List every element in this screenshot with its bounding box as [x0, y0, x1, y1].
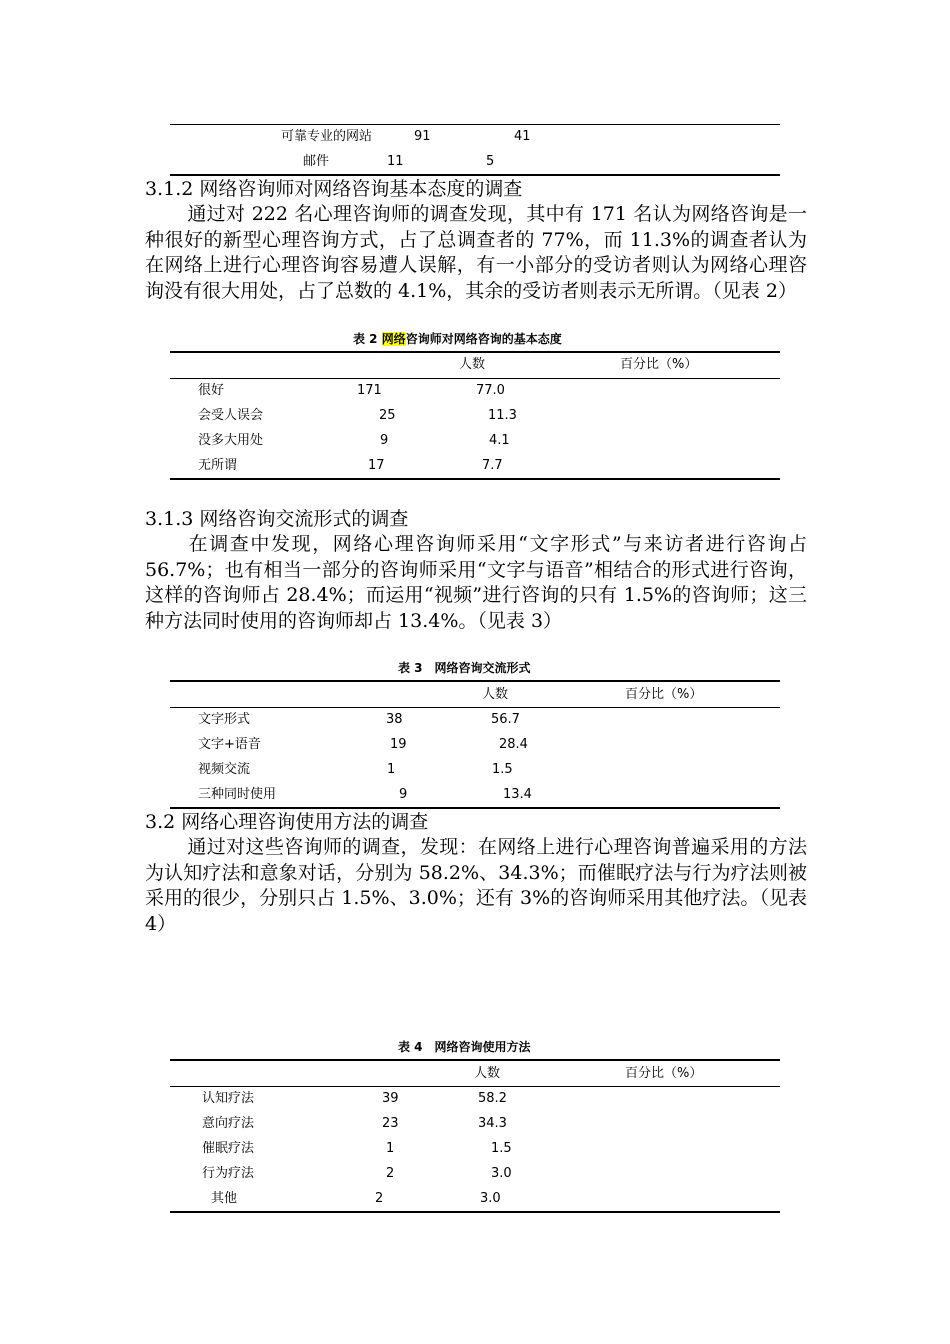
table4-caption: 表 4 网络咨询使用方法 [398, 1040, 531, 1054]
table2-row-count: 9 [380, 433, 389, 448]
table4-row-count: 1 [386, 1141, 395, 1156]
table4-row-percent: 58.2 [478, 1091, 507, 1106]
table2-row-count: 25 [379, 408, 396, 423]
table2-row-count: 171 [357, 383, 382, 398]
table2-row-label: 会受人误会 [198, 408, 264, 423]
table3-header-rule [170, 707, 780, 708]
table2-row-percent: 4.1 [489, 433, 510, 448]
table3-header-count: 人数 [482, 687, 509, 702]
table1-top-rule [170, 124, 780, 125]
table4-row-label: 其他 [211, 1191, 238, 1206]
section-313-heading: 3.1.3 网络咨询交流形式的调查 [145, 508, 409, 530]
table1-row-count: 91 [414, 129, 431, 144]
table1-bottom-rule [170, 174, 780, 176]
table4-header-percent: 百分比（%） [625, 1066, 703, 1081]
table3-row-percent: 28.4 [499, 737, 528, 752]
table3-row-label: 三种同时使用 [198, 787, 277, 802]
section-32-paragraph [145, 835, 807, 937]
table4-row-count: 39 [382, 1091, 399, 1106]
table2-header-rule [170, 378, 780, 379]
table2-row-percent: 77.0 [476, 383, 505, 398]
table1-row-label: 邮件 [303, 154, 330, 169]
section-313-paragraph-text: 在调查中发现，网络心理咨询师采用“文字形式”与来访者进行咨询占 56.7%；也有相当一部分的咨询师采用“文字与语音”相结合的形式进行咨询，这样的咨询师占 28.4%；而运用“视频”进行咨询的只有 1.5%的咨询师；这三种方法同时使用的咨询师却占 13.4%。（见表 3） [145, 533, 807, 632]
table3-row-percent: 13.4 [503, 787, 532, 802]
table2-caption-prefix: 表 2 [353, 332, 378, 346]
section-32-heading: 3.2 网络心理咨询使用方法的调查 [145, 811, 429, 833]
table4-row-percent: 3.0 [480, 1191, 501, 1206]
table2-row-label: 很好 [198, 383, 225, 398]
section-313-paragraph [145, 532, 807, 634]
table4-row-label: 行为疗法 [202, 1166, 255, 1181]
section-32-paragraph-text: 通过对这些咨询师的调查，发现：在网络上进行心理咨询普遍采用的方法为认知疗法和意象对话，分别为 58.2%、34.3%；而催眠疗法与行为疗法则被采用的很少，分别只占 1.5%、3.0%；还有 3%的咨询师采用其他疗法。（见表 4） [145, 836, 807, 935]
section-312-paragraph-text: 通过对 222 名心理咨询师的调查发现，其中有 171 名认为网络咨询是一种很好的新型心理咨询方式，占了总调查者的 77%，而 11.3%的调查者认为在网络上进行心理咨询容易遭人误解，有一小部分的受访者则认为网络心理咨询没有很大用处，占了总数的 4.1%，其余的受访者则表示无所谓。（见表 2） [145, 203, 807, 302]
table2-row-percent: 11.3 [488, 408, 517, 423]
table4-row-percent: 3.0 [491, 1166, 512, 1181]
section-312-heading: 3.1.2 网络咨询师对网络咨询基本态度的调查 [145, 178, 523, 200]
table2-row-count: 17 [368, 458, 385, 473]
table4-bottom-rule [170, 1211, 780, 1213]
table3-row-percent: 56.7 [491, 712, 520, 727]
table2-caption-highlight: 网络 [381, 332, 406, 346]
table3-header-percent: 百分比（%） [625, 687, 703, 702]
table3-row-label: 文字形式 [198, 712, 251, 727]
table3-caption: 表 3 网络咨询交流形式 [398, 661, 531, 675]
table3-row-count: 38 [386, 712, 403, 727]
table2-header-count: 人数 [459, 357, 486, 372]
table4-row-count: 2 [386, 1166, 395, 1181]
table2-row-label: 无所谓 [198, 458, 238, 473]
table3-row-percent: 1.5 [492, 762, 513, 777]
table2-top-rule [170, 351, 780, 353]
table3-row-label: 文字+语音 [198, 737, 261, 752]
table3-row-count: 1 [387, 762, 396, 777]
table4-row-count: 23 [382, 1116, 399, 1131]
table1-row-label: 可靠专业的网站 [281, 129, 373, 144]
table4-row-label: 意向疗法 [202, 1116, 255, 1131]
table2-caption [353, 331, 562, 347]
table3-row-count: 9 [399, 787, 408, 802]
table2-row-label: 没多大用处 [198, 433, 264, 448]
table2-row-percent: 7.7 [482, 458, 503, 473]
table4-header-rule [170, 1086, 780, 1087]
table2-caption-rest: 咨询师对网络咨询的基本态度 [405, 332, 562, 346]
table2-header-percent: 百分比（%） [620, 357, 698, 372]
section-312-paragraph [145, 202, 807, 304]
table4-row-percent: 1.5 [491, 1141, 512, 1156]
table2-bottom-rule [170, 478, 780, 480]
table1-row-count: 11 [387, 154, 404, 169]
table1-row-percent: 5 [486, 154, 495, 169]
table4-header-count: 人数 [474, 1066, 501, 1081]
table4-row-label: 催眠疗法 [202, 1141, 255, 1156]
table4-row-count: 2 [375, 1191, 384, 1206]
table4-top-rule [170, 1059, 780, 1061]
table3-row-label: 视频交流 [198, 762, 251, 777]
table4-row-label: 认知疗法 [202, 1091, 255, 1106]
table3-bottom-rule [170, 807, 780, 809]
table3-top-rule [170, 680, 780, 682]
table1-row-percent: 41 [514, 129, 531, 144]
table3-row-count: 19 [390, 737, 407, 752]
table4-row-percent: 34.3 [478, 1116, 507, 1131]
